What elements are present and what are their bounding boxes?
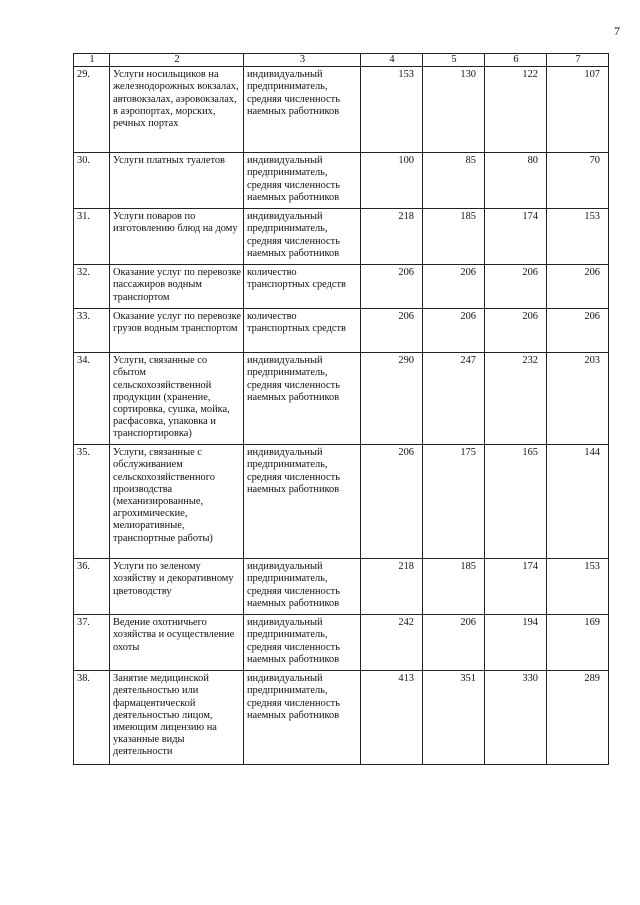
table-row <box>74 153 609 209</box>
physical-indicator: индивидуальный предприниматель, средняя численность наемных работников <box>244 209 361 265</box>
value-col-4: 206 <box>361 445 423 559</box>
value-col-4: 153 <box>361 67 423 153</box>
value-col-5: 351 <box>423 671 485 765</box>
physical-indicator: индивидуальный предприниматель, средняя численность наемных работников <box>244 67 361 153</box>
service-name: Услуги платных туалетов <box>110 153 244 209</box>
table-row <box>74 445 609 559</box>
row-number: 29. <box>74 67 110 153</box>
value-col-6: 174 <box>485 209 547 265</box>
col-header: 2 <box>110 54 244 67</box>
value-col-5: 185 <box>423 209 485 265</box>
row-number: 30. <box>74 153 110 209</box>
value-col-7: 206 <box>547 309 609 353</box>
service-name: Услуги, связанные с обслуживанием сельскохозяйственного производства (механизированные, агрохимические, мелиоративные, транспортные работы) <box>110 445 244 559</box>
value-col-7: 70 <box>547 153 609 209</box>
value-col-4: 290 <box>361 353 423 445</box>
services-table <box>73 53 609 765</box>
value-col-7: 206 <box>547 265 609 309</box>
col-header: 7 <box>547 54 609 67</box>
row-number: 33. <box>74 309 110 353</box>
physical-indicator: индивидуальный предприниматель, средняя численность наемных работников <box>244 615 361 671</box>
physical-indicator: индивидуальный предприниматель, средняя численность наемных работников <box>244 353 361 445</box>
value-col-5: 85 <box>423 153 485 209</box>
value-col-4: 206 <box>361 265 423 309</box>
table-row <box>74 559 609 615</box>
value-col-5: 185 <box>423 559 485 615</box>
col-header: 4 <box>361 54 423 67</box>
physical-indicator: индивидуальный предприниматель, средняя численность наемных работников <box>244 445 361 559</box>
value-col-6: 206 <box>485 309 547 353</box>
value-col-5: 206 <box>423 265 485 309</box>
value-col-4: 413 <box>361 671 423 765</box>
value-col-4: 218 <box>361 559 423 615</box>
row-number: 37. <box>74 615 110 671</box>
value-col-6: 80 <box>485 153 547 209</box>
row-number: 32. <box>74 265 110 309</box>
service-name: Услуги носильщиков на железнодорожных вокзалах, автовокзалах, аэровокзалах, в аэропортах, морских, речных портах <box>110 67 244 153</box>
table-row <box>74 265 609 309</box>
value-col-7: 169 <box>547 615 609 671</box>
value-col-6: 232 <box>485 353 547 445</box>
value-col-7: 153 <box>547 559 609 615</box>
physical-indicator: количество транспортных средств <box>244 265 361 309</box>
service-name: Услуги поваров по изготовлению блюд на дому <box>110 209 244 265</box>
col-header: 6 <box>485 54 547 67</box>
value-col-6: 174 <box>485 559 547 615</box>
value-col-4: 218 <box>361 209 423 265</box>
service-name: Ведение охотничьего хозяйства и осуществление охоты <box>110 615 244 671</box>
value-col-7: 203 <box>547 353 609 445</box>
table-row <box>74 353 609 445</box>
service-name: Оказание услуг по перевозке пассажиров водным транспортом <box>110 265 244 309</box>
value-col-5: 206 <box>423 615 485 671</box>
value-col-6: 330 <box>485 671 547 765</box>
physical-indicator: индивидуальный предприниматель, средняя численность наемных работников <box>244 153 361 209</box>
value-col-7: 289 <box>547 671 609 765</box>
value-col-4: 242 <box>361 615 423 671</box>
page-number: 7 <box>614 24 620 38</box>
table-row <box>74 309 609 353</box>
physical-indicator: индивидуальный предприниматель, средняя численность наемных работников <box>244 559 361 615</box>
value-col-6: 194 <box>485 615 547 671</box>
service-name: Услуги, связанные со сбытом сельскохозяйственной продукции (хранение, сортировка, сушка, мойка, расфасовка, упаковка и транспортировка) <box>110 353 244 445</box>
row-number: 38. <box>74 671 110 765</box>
table-row <box>74 209 609 265</box>
physical-indicator: количество транспортных средств <box>244 309 361 353</box>
table-row <box>74 671 609 765</box>
row-number: 36. <box>74 559 110 615</box>
value-col-5: 175 <box>423 445 485 559</box>
value-col-6: 122 <box>485 67 547 153</box>
service-name: Услуги по зеленому хозяйству и декоративному цветоводству <box>110 559 244 615</box>
col-header: 5 <box>423 54 485 67</box>
value-col-7: 153 <box>547 209 609 265</box>
table-row <box>74 615 609 671</box>
value-col-4: 206 <box>361 309 423 353</box>
value-col-5: 130 <box>423 67 485 153</box>
header-row <box>74 54 609 67</box>
value-col-7: 107 <box>547 67 609 153</box>
col-header: 3 <box>244 54 361 67</box>
service-name: Занятие медицинской деятельностью или фармацевтической деятельностью лицом, имеющим лицензию на указанные виды деятельности <box>110 671 244 765</box>
col-header: 1 <box>74 54 110 67</box>
value-col-6: 165 <box>485 445 547 559</box>
table-row <box>74 67 609 153</box>
service-name: Оказание услуг по перевозке грузов водным транспортом <box>110 309 244 353</box>
value-col-6: 206 <box>485 265 547 309</box>
row-number: 34. <box>74 353 110 445</box>
row-number: 31. <box>74 209 110 265</box>
value-col-4: 100 <box>361 153 423 209</box>
value-col-7: 144 <box>547 445 609 559</box>
value-col-5: 206 <box>423 309 485 353</box>
row-number: 35. <box>74 445 110 559</box>
physical-indicator: индивидуальный предприниматель, средняя численность наемных работников <box>244 671 361 765</box>
value-col-5: 247 <box>423 353 485 445</box>
